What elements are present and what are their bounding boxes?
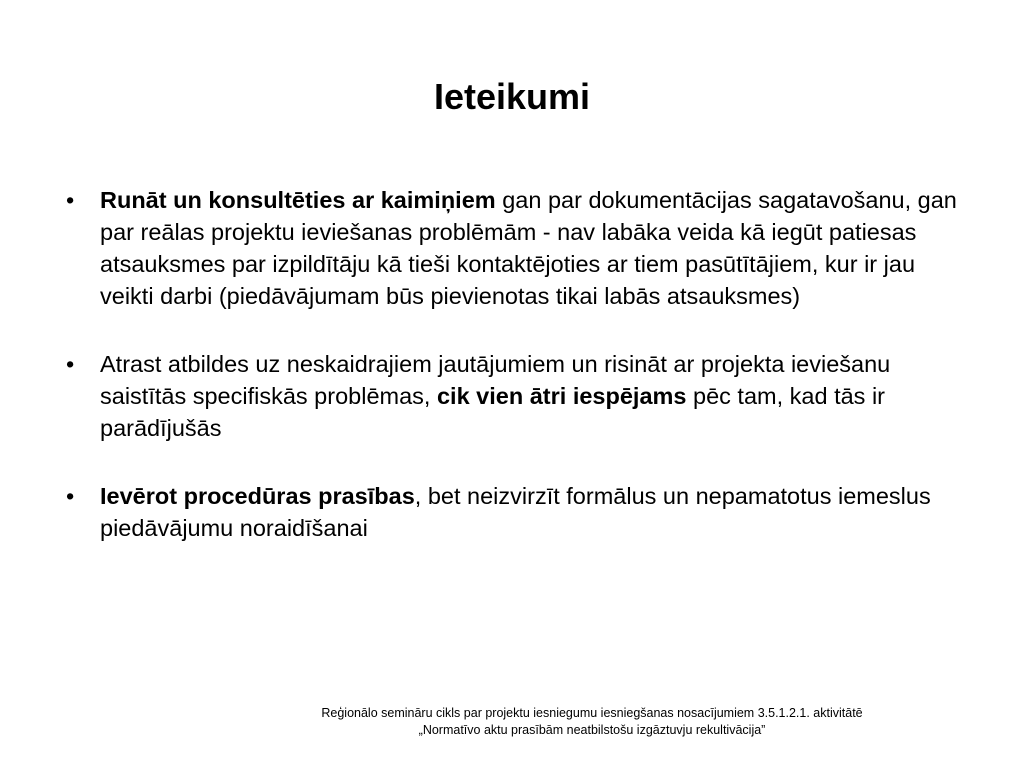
bullet-text: Atrast atbildes uz neskaidrajiem jautājumiem un risināt ar projekta ieviešanu saistītās specifiskās problēmas, xyxy=(100,351,891,409)
footer-line-2: „Normatīvo aktu prasībām neatbilstošu izgāztuvju rekultivācija” xyxy=(418,723,766,737)
bullet-bold-lead: Ievērot procedūras prasības xyxy=(100,483,415,509)
slide-title: Ieteikumi xyxy=(433,76,591,117)
slide-footer xyxy=(242,705,942,739)
bullet-item-consult-neighbours xyxy=(66,184,966,312)
bullet-text: gan par dokumentācijas sagatavošanu, gan par reālas projektu ieviešanas problēmām - nav labāka veida kā iegūt patiesas atsauksmes par izpildītāju kā tieši kontaktējoties ar tiem pasūtītājiem, kur ir jau veikti darbi (piedāvājumam būs pievienotas tikai labās atsauksmes) xyxy=(100,187,957,309)
bullet-bold-emphasis: cik vien ātri iespējams xyxy=(436,383,687,409)
bullet-bold-lead: Runāt un konsultēties ar kaimiņiem xyxy=(100,187,496,213)
bullet-item-find-answers xyxy=(66,348,966,444)
footer-line-1: Reģionālo semināru cikls par projektu iesniegumu iesniegšanas nosacījumiem 3.5.1.2.1. aktivitātē xyxy=(321,706,863,720)
bullet-mark: • xyxy=(66,483,75,509)
bullet-mark: • xyxy=(66,187,75,213)
bullet-item-follow-procedures xyxy=(66,480,966,544)
bullet-mark: • xyxy=(66,351,75,377)
bullet-text: , bet neizvirzīt formālus un nepamatotus iemeslus piedāvājumu noraidīšanai xyxy=(100,483,931,541)
bullet-text: pēc tam, kad tās ir parādījušās xyxy=(100,383,886,441)
bullet-list xyxy=(66,184,966,580)
